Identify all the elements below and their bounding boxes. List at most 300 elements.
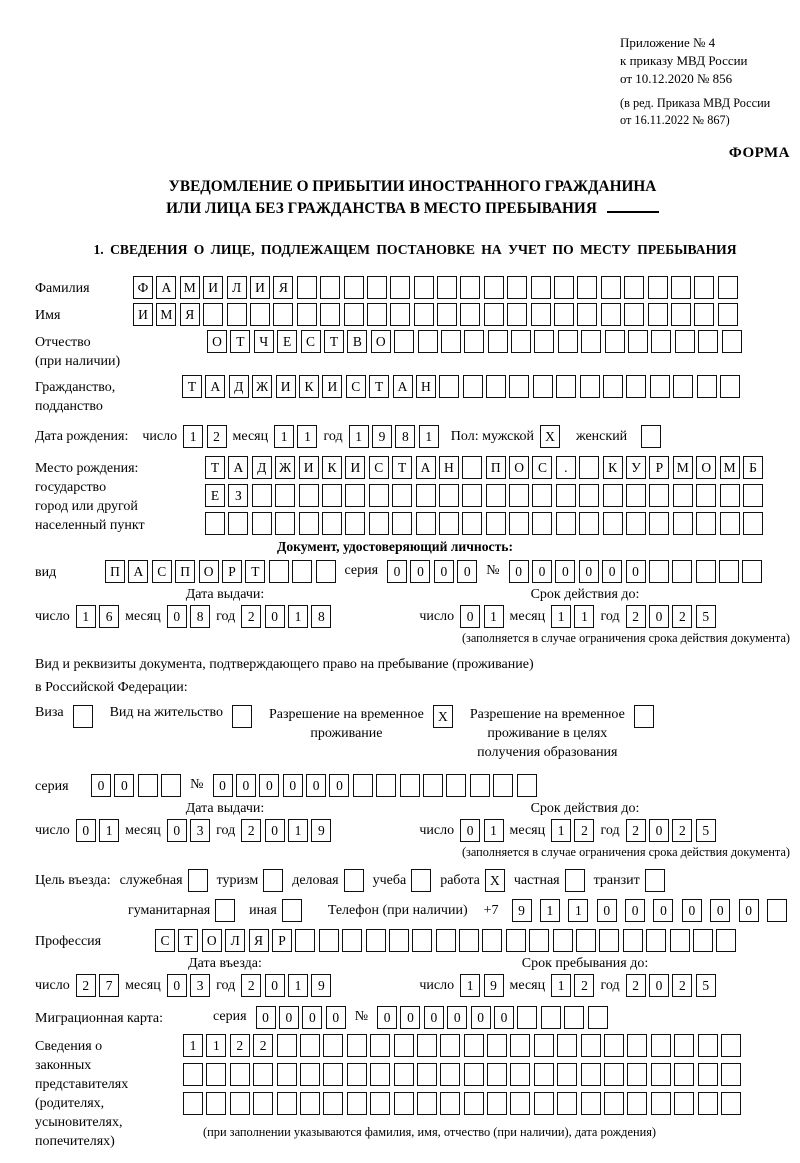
char-box: 0 bbox=[167, 605, 187, 628]
char-box bbox=[412, 929, 432, 952]
char-box bbox=[183, 1092, 203, 1115]
char-box bbox=[604, 1034, 624, 1057]
birth-place-label: Место рождения: государство город или другой населенный пункт bbox=[35, 461, 145, 533]
sex-male-checkbox: X bbox=[540, 425, 560, 448]
char-box: Ж bbox=[275, 456, 295, 479]
char-box bbox=[322, 512, 342, 535]
char-box bbox=[624, 303, 644, 326]
char-box bbox=[462, 484, 482, 507]
char-box bbox=[299, 512, 319, 535]
char-box: 9 bbox=[512, 899, 532, 922]
char-box bbox=[651, 1063, 671, 1086]
char-box bbox=[603, 375, 623, 398]
char-box: Е bbox=[205, 484, 225, 507]
char-box bbox=[487, 1063, 507, 1086]
char-box bbox=[580, 375, 600, 398]
char-box: У bbox=[626, 456, 646, 479]
option-temp-residence: Разрешение на временное проживание X bbox=[269, 705, 453, 743]
char-box: О bbox=[202, 929, 222, 952]
char-box: М bbox=[180, 276, 200, 299]
char-box bbox=[743, 512, 763, 535]
char-box: А bbox=[128, 560, 148, 583]
char-box bbox=[696, 560, 716, 583]
char-box bbox=[323, 1092, 343, 1115]
char-box bbox=[482, 929, 502, 952]
char-box: 2 bbox=[76, 974, 96, 997]
char-box bbox=[376, 774, 396, 797]
char-box bbox=[556, 375, 576, 398]
representatives-boxes-row2 bbox=[183, 1063, 741, 1086]
char-box bbox=[353, 774, 373, 797]
char-box bbox=[581, 1034, 601, 1057]
char-box bbox=[342, 929, 362, 952]
char-box: Я bbox=[180, 303, 200, 326]
char-box: 1 bbox=[288, 819, 308, 842]
char-box bbox=[698, 1092, 718, 1115]
char-box bbox=[297, 303, 317, 326]
char-box bbox=[370, 1063, 390, 1086]
char-box: 0 bbox=[256, 1006, 276, 1029]
char-box: 0 bbox=[602, 560, 622, 583]
appendix-line: Приложение № 4 bbox=[620, 35, 716, 50]
char-box: 2 bbox=[672, 974, 692, 997]
char-box bbox=[509, 375, 529, 398]
char-box bbox=[394, 330, 414, 353]
entry-date-title: Дата въезда: bbox=[188, 956, 262, 971]
doc-number-boxes bbox=[509, 560, 763, 583]
char-box bbox=[436, 929, 456, 952]
permit-number-boxes bbox=[213, 774, 537, 797]
char-box bbox=[347, 1034, 367, 1057]
char-box bbox=[437, 303, 457, 326]
representatives-label: Сведения о законных представителях (родителях, усыновителях, попечителях) bbox=[35, 1039, 129, 1149]
char-box bbox=[554, 276, 574, 299]
migration-number-label: № bbox=[354, 1009, 369, 1024]
char-box bbox=[366, 929, 386, 952]
char-box bbox=[721, 1092, 741, 1115]
char-box: 1 bbox=[484, 605, 504, 628]
char-box: С bbox=[532, 456, 552, 479]
char-box: З bbox=[228, 484, 248, 507]
char-box bbox=[529, 929, 549, 952]
char-box bbox=[295, 929, 315, 952]
char-box: 1 bbox=[183, 1034, 203, 1057]
char-box: Л bbox=[225, 929, 245, 952]
char-box: К bbox=[299, 375, 319, 398]
char-box bbox=[579, 512, 599, 535]
profession-boxes bbox=[155, 929, 736, 952]
sex-male-label: Пол: мужской bbox=[450, 428, 534, 444]
temp-residence-education-checkbox bbox=[634, 705, 654, 728]
char-box: 1 bbox=[349, 425, 369, 448]
char-box bbox=[646, 929, 666, 952]
char-box bbox=[534, 1034, 554, 1057]
char-box: 1 bbox=[274, 425, 294, 448]
char-box bbox=[673, 375, 693, 398]
char-box bbox=[623, 929, 643, 952]
migration-seriya-boxes bbox=[256, 1006, 346, 1029]
char-box bbox=[674, 1063, 694, 1086]
char-box bbox=[205, 512, 225, 535]
char-box bbox=[464, 1034, 484, 1057]
char-box bbox=[767, 899, 787, 922]
char-box bbox=[320, 276, 340, 299]
name-label: Имя bbox=[35, 308, 61, 323]
char-box bbox=[554, 303, 574, 326]
char-box bbox=[277, 1092, 297, 1115]
char-box bbox=[511, 330, 531, 353]
char-box bbox=[604, 1092, 624, 1115]
purpose-work-checkbox: X bbox=[485, 869, 505, 892]
char-box bbox=[581, 1063, 601, 1086]
char-box: С bbox=[155, 929, 175, 952]
birth-place-boxes-row1 bbox=[205, 456, 763, 479]
char-box bbox=[718, 303, 738, 326]
char-box bbox=[417, 1034, 437, 1057]
char-box bbox=[417, 1063, 437, 1086]
char-box bbox=[392, 484, 412, 507]
char-box: Н bbox=[416, 375, 436, 398]
char-box: 1 bbox=[206, 1034, 226, 1057]
char-box bbox=[439, 512, 459, 535]
birth-date-label: Дата рождения: bbox=[35, 428, 129, 444]
char-box bbox=[599, 929, 619, 952]
char-box bbox=[344, 276, 364, 299]
char-box: 1 bbox=[568, 899, 588, 922]
birth-date-group: число 1 2 месяц 1 1 год 1 9 8 1 bbox=[142, 425, 438, 448]
char-box bbox=[439, 375, 459, 398]
option-temp-residence-education: Разрешение на временное проживание в целях получения образования bbox=[470, 705, 654, 762]
char-box bbox=[488, 330, 508, 353]
char-box: 1 bbox=[419, 425, 439, 448]
char-box: 0 bbox=[279, 1006, 299, 1029]
char-box bbox=[696, 484, 716, 507]
char-box bbox=[250, 303, 270, 326]
char-box bbox=[394, 1034, 414, 1057]
char-box: 8 bbox=[311, 605, 331, 628]
char-box bbox=[532, 484, 552, 507]
char-box bbox=[440, 1092, 460, 1115]
phone-boxes bbox=[507, 899, 788, 922]
char-box bbox=[300, 1063, 320, 1086]
permit-series-row bbox=[35, 774, 800, 797]
char-box bbox=[414, 276, 434, 299]
char-box: 6 bbox=[99, 605, 119, 628]
sex-female-label: женский bbox=[575, 428, 628, 444]
permit-valid-date: число 0 1 месяц 1 2 год 2 0 2 5 bbox=[419, 819, 715, 842]
char-box: И bbox=[276, 375, 296, 398]
char-box bbox=[648, 276, 668, 299]
char-box: Т bbox=[178, 929, 198, 952]
purpose-humanitarian-checkbox bbox=[215, 899, 235, 922]
char-box bbox=[579, 484, 599, 507]
char-box bbox=[517, 1006, 537, 1029]
char-box: 0 bbox=[457, 560, 477, 583]
validity-note: (заполняется в случае ограничения срока действия документа) bbox=[461, 631, 790, 645]
char-box bbox=[650, 375, 670, 398]
purpose-tourism-checkbox bbox=[263, 869, 283, 892]
char-box: 0 bbox=[265, 974, 285, 997]
edit-line: (в ред. Приказа МВД России bbox=[620, 96, 771, 110]
char-box bbox=[161, 774, 181, 797]
char-box bbox=[556, 512, 576, 535]
char-box bbox=[439, 484, 459, 507]
char-box: 0 bbox=[283, 774, 303, 797]
char-box bbox=[742, 560, 762, 583]
char-box bbox=[671, 276, 691, 299]
char-box bbox=[347, 1063, 367, 1086]
purpose-row: Цель въезда: служебная туризм деловая учеба работа X частная транзит bbox=[35, 869, 800, 892]
forma-label: ФОРМА bbox=[728, 145, 790, 161]
char-box bbox=[273, 303, 293, 326]
char-box bbox=[299, 484, 319, 507]
char-box bbox=[626, 484, 646, 507]
char-box bbox=[300, 1092, 320, 1115]
char-box bbox=[626, 512, 646, 535]
char-box: И bbox=[322, 375, 342, 398]
char-box bbox=[601, 276, 621, 299]
appendix-line: к приказу МВД России bbox=[620, 53, 748, 68]
char-box bbox=[416, 512, 436, 535]
char-box bbox=[470, 774, 490, 797]
char-box: Е bbox=[277, 330, 297, 353]
migration-seriya-label: серия bbox=[213, 1009, 247, 1024]
field-patronymic bbox=[35, 330, 800, 371]
residence-options bbox=[35, 705, 800, 762]
char-box bbox=[581, 330, 601, 353]
char-box bbox=[648, 303, 668, 326]
stay-until-date: число 1 9 месяц 1 2 год 2 0 2 5 bbox=[419, 974, 715, 997]
char-box: М bbox=[720, 456, 740, 479]
char-box: 0 bbox=[259, 774, 279, 797]
char-box bbox=[628, 330, 648, 353]
char-box: Б bbox=[743, 456, 763, 479]
char-box bbox=[227, 303, 247, 326]
char-box: 0 bbox=[447, 1006, 467, 1029]
char-box: 0 bbox=[471, 1006, 491, 1029]
char-box: 0 bbox=[377, 1006, 397, 1029]
representatives-block bbox=[35, 1034, 800, 1151]
char-box: П bbox=[105, 560, 125, 583]
char-box: Т bbox=[324, 330, 344, 353]
representatives-boxes-row1 bbox=[183, 1034, 741, 1057]
char-box bbox=[541, 1006, 561, 1029]
permit-dates-values bbox=[35, 819, 800, 842]
char-box: 0 bbox=[114, 774, 134, 797]
char-box: 9 bbox=[484, 974, 504, 997]
identity-doc-heading: Документ, удостоверяющий личность: bbox=[277, 539, 513, 554]
char-box: 2 bbox=[626, 974, 646, 997]
char-box bbox=[698, 1063, 718, 1086]
char-box bbox=[651, 330, 671, 353]
char-box bbox=[534, 330, 554, 353]
char-box: А bbox=[393, 375, 413, 398]
char-box bbox=[696, 512, 716, 535]
char-box bbox=[462, 456, 482, 479]
char-box bbox=[672, 560, 692, 583]
char-box bbox=[275, 484, 295, 507]
char-box: 0 bbox=[167, 819, 187, 842]
char-box bbox=[446, 774, 466, 797]
char-box bbox=[417, 1092, 437, 1115]
char-box bbox=[320, 303, 340, 326]
char-box: 1 bbox=[551, 605, 571, 628]
char-box bbox=[292, 560, 312, 583]
entry-date: число 2 7 месяц 0 3 год 2 0 1 9 bbox=[35, 974, 331, 997]
char-box bbox=[252, 484, 272, 507]
char-box bbox=[484, 303, 504, 326]
char-box bbox=[345, 484, 365, 507]
char-box: Д bbox=[252, 456, 272, 479]
doc-dates-headers bbox=[35, 587, 800, 603]
char-box bbox=[230, 1063, 250, 1086]
char-box: 1 bbox=[99, 819, 119, 842]
char-box: И bbox=[299, 456, 319, 479]
char-box: 0 bbox=[265, 819, 285, 842]
char-box: К bbox=[322, 456, 342, 479]
section1-heading: 1. СВЕДЕНИЯ О ЛИЦЕ, ПОДЛЕЖАЩЕМ ПОСТАНОВКЕ НА УЧЕТ ПО МЕСТУ ПРЕБЫВАНИЯ bbox=[93, 242, 737, 257]
char-box: 0 bbox=[509, 560, 529, 583]
char-box: А bbox=[205, 375, 225, 398]
char-box bbox=[486, 375, 506, 398]
char-box bbox=[556, 484, 576, 507]
char-box bbox=[275, 512, 295, 535]
patronymic-label: Отчество (при наличии) bbox=[35, 335, 121, 369]
char-box: 2 bbox=[574, 974, 594, 997]
purpose-private-checkbox bbox=[565, 869, 585, 892]
char-box bbox=[510, 1063, 530, 1086]
char-box bbox=[206, 1092, 226, 1115]
char-box: 0 bbox=[682, 899, 702, 922]
char-box: 1 bbox=[574, 605, 594, 628]
char-box: 1 bbox=[288, 974, 308, 997]
char-box bbox=[460, 276, 480, 299]
profession-label: Профессия bbox=[35, 934, 102, 949]
char-box bbox=[510, 1092, 530, 1115]
char-box: М bbox=[673, 456, 693, 479]
residence-permit-checkbox bbox=[232, 705, 252, 728]
char-box: 0 bbox=[649, 605, 669, 628]
char-box: 0 bbox=[434, 560, 454, 583]
char-box: 0 bbox=[91, 774, 111, 797]
char-box bbox=[603, 512, 623, 535]
char-box bbox=[506, 929, 526, 952]
char-box: Р bbox=[649, 456, 669, 479]
doc-valid-date: число 0 1 месяц 1 1 год 2 0 2 5 bbox=[419, 605, 715, 628]
char-box: 2 bbox=[672, 819, 692, 842]
surname-boxes bbox=[133, 276, 738, 299]
purpose-other-checkbox bbox=[282, 899, 302, 922]
char-box bbox=[507, 276, 527, 299]
char-box bbox=[533, 375, 553, 398]
temp-residence-checkbox: X bbox=[433, 705, 453, 728]
char-box: С bbox=[152, 560, 172, 583]
char-box bbox=[440, 1034, 460, 1057]
char-box bbox=[418, 330, 438, 353]
char-box: 0 bbox=[653, 899, 673, 922]
char-box: И bbox=[203, 276, 223, 299]
char-box: 0 bbox=[649, 819, 669, 842]
char-box: 5 bbox=[696, 819, 716, 842]
char-box bbox=[486, 484, 506, 507]
char-box bbox=[486, 512, 506, 535]
char-box: О bbox=[199, 560, 219, 583]
doc-issue-title: Дата выдачи: bbox=[185, 587, 265, 602]
char-box bbox=[649, 484, 669, 507]
char-box bbox=[484, 276, 504, 299]
char-box bbox=[720, 375, 740, 398]
char-box: 2 bbox=[574, 819, 594, 842]
char-box: С bbox=[346, 375, 366, 398]
char-box: 0 bbox=[710, 899, 730, 922]
char-box bbox=[603, 484, 623, 507]
char-box: 0 bbox=[410, 560, 430, 583]
char-box: 5 bbox=[696, 974, 716, 997]
char-box: 2 bbox=[672, 605, 692, 628]
char-box: М bbox=[156, 303, 176, 326]
char-box bbox=[627, 1034, 647, 1057]
field-profession bbox=[35, 929, 800, 952]
char-box bbox=[651, 1034, 671, 1057]
doc-dates-values bbox=[35, 605, 800, 628]
char-box bbox=[277, 1034, 297, 1057]
migration-card-row bbox=[35, 1006, 800, 1029]
char-box bbox=[464, 330, 484, 353]
permit-issue-title: Дата выдачи: bbox=[185, 801, 265, 816]
char-box: 0 bbox=[626, 560, 646, 583]
char-box: 0 bbox=[579, 560, 599, 583]
char-box: 1 bbox=[183, 425, 203, 448]
char-box: 0 bbox=[494, 1006, 514, 1029]
char-box bbox=[605, 330, 625, 353]
char-box bbox=[577, 303, 597, 326]
char-box: 0 bbox=[265, 605, 285, 628]
char-box bbox=[651, 1092, 671, 1115]
char-box: 0 bbox=[326, 1006, 346, 1029]
char-box: 8 bbox=[395, 425, 415, 448]
char-box bbox=[671, 303, 691, 326]
char-box: Т bbox=[369, 375, 389, 398]
char-box bbox=[564, 1006, 584, 1029]
char-box bbox=[674, 1034, 694, 1057]
char-box: О bbox=[371, 330, 391, 353]
char-box bbox=[510, 1034, 530, 1057]
char-box bbox=[203, 303, 223, 326]
char-box: 1 bbox=[540, 899, 560, 922]
birth-place-boxes-row2 bbox=[205, 484, 763, 507]
char-box: Ч bbox=[254, 330, 274, 353]
char-box bbox=[718, 276, 738, 299]
char-box bbox=[344, 303, 364, 326]
permit-valid-title: Срок действия до: bbox=[530, 801, 640, 816]
char-box bbox=[390, 276, 410, 299]
doc-type-label: вид bbox=[35, 565, 57, 580]
char-box bbox=[322, 484, 342, 507]
char-box bbox=[423, 774, 443, 797]
char-box bbox=[345, 512, 365, 535]
char-box: 0 bbox=[167, 974, 187, 997]
char-box: 2 bbox=[241, 605, 261, 628]
char-box bbox=[720, 512, 740, 535]
char-box bbox=[694, 303, 714, 326]
char-box: 9 bbox=[311, 819, 331, 842]
char-box: 1 bbox=[76, 605, 96, 628]
char-box bbox=[269, 560, 289, 583]
char-box bbox=[722, 330, 742, 353]
char-box bbox=[228, 512, 248, 535]
doc-number-label: № bbox=[486, 563, 500, 578]
char-box: И bbox=[133, 303, 153, 326]
